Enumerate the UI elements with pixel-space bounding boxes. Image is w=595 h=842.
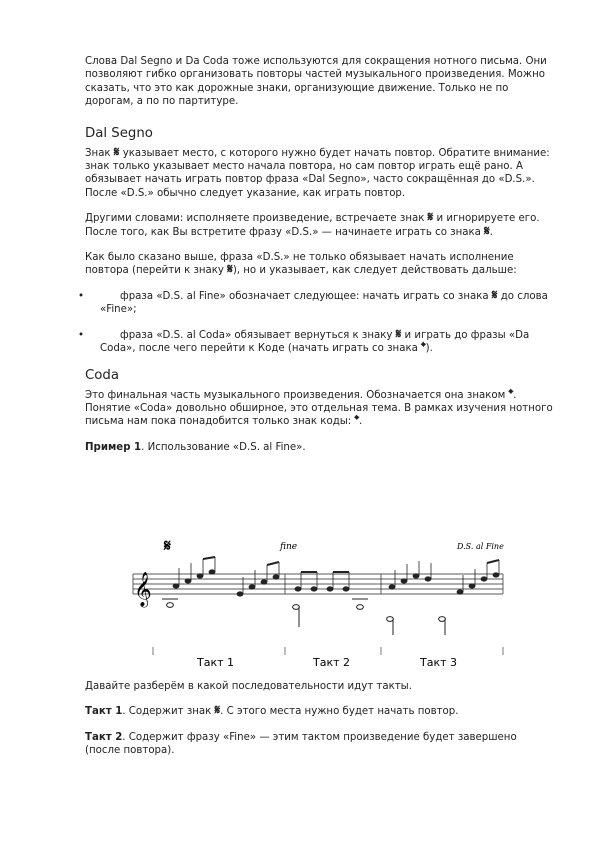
coda-paragraph: Это финальная часть музыкального произведения. Обозначается она знаком 𝄌. Понятие «Coda» довольно обширное, это отдельная тема. В рамках изучения нотного письма нам пока понадобится только знак коды: 𝄌.	[85, 386, 553, 429]
ds-al-fine-marking: D.S. al Fine	[457, 542, 504, 551]
measure-markers	[153, 647, 503, 655]
ds-options-list	[78, 287, 555, 356]
measure-2-label: Такт 2	[313, 656, 351, 669]
measure-1-description: Такт 1. Содержит знак 𝄋. С этого места нужно будет начать повтор.	[85, 703, 459, 719]
coda-icon: 𝄌	[508, 386, 514, 402]
bullet: •	[78, 290, 85, 302]
intro-paragraph: Слова Dal Segno и Da Coda тоже используются для сокращения нотного письма. Они позволяют гибко организовать повторы частей музыкального произведения. Можно сказать, что это как дорожные знаки, организующие движение. Только не по дорогам, а по по партитуре.	[85, 56, 547, 108]
segno-icon: 𝄋	[484, 223, 490, 239]
dal-segno-heading: Dal Segno	[85, 125, 153, 141]
document-body-continued	[85, 680, 555, 758]
segno-icon: 𝄋	[164, 536, 171, 555]
segno-paragraph-1: Знак 𝄋 указывает место, с которого нужно будет начать повтор. Обратите внимание: знак только указывает место начала повтора, но сам повтор играть ещё рано. А обязывает начать играть повтор фраза «Dal Segno», часто сокращённая до «D.S.». После «D.S.» обычно следует указание, как играть повтор.	[85, 144, 550, 199]
segno-icon: 𝄋	[427, 210, 434, 226]
music-score-example	[130, 535, 510, 670]
list-item: • фраза «D.S. al Coda» обязывает вернуться к знаку 𝄋 и играть до фразы «Da Coda», после чего перейти к Коде (начать играть со знака 𝄌).	[78, 326, 530, 356]
coda-icon: 𝄌	[354, 413, 359, 429]
segno-icon: 𝄋	[227, 262, 233, 278]
coda-heading: Coda	[85, 367, 120, 383]
fine-marking: fine	[280, 542, 298, 552]
document-body	[78, 55, 555, 454]
measures-intro: Давайте разберём в какой последовательности идут такты.	[85, 681, 412, 692]
segno-icon: 𝄋	[491, 287, 498, 303]
segno-icon: 𝄋	[113, 144, 120, 160]
segno-icon: 𝄋	[395, 326, 402, 342]
list-item: • фраза «D.S. al Fine» обозначает следующее: начать играть со знака 𝄋 до слова «Fine»;	[78, 287, 548, 316]
measure-3-label: Такт 3	[420, 656, 458, 669]
bullet: •	[78, 329, 85, 341]
staff	[133, 574, 503, 594]
segno-paragraph-3: Как было сказано выше, фраза «D.S.» не только обязывает начать исполнение повтора (перейти к знаку 𝄋), но и указывает, как следует действовать дальше:	[85, 252, 517, 278]
half-notes	[162, 599, 445, 635]
measure-1-label: Такт 1	[197, 656, 235, 669]
measure-2-description: Такт 2. Содержит фразу «Fine» — этим тактом произведение будет завершено (после повтора).	[85, 731, 517, 757]
treble-clef-icon: 𝄞	[134, 572, 152, 607]
notes	[173, 557, 499, 596]
example-caption: Пример 1. Использование «D.S. al Fine».	[85, 441, 306, 453]
segno-paragraph-2: Другими словами: исполняете произведение, встречаете знак 𝄋 и игнорируете его. После того, как Вы встретите фразу «D.S.» — начинаете играть со знака 𝄋.	[85, 210, 540, 239]
segno-icon: 𝄋	[214, 703, 221, 719]
coda-icon: 𝄌	[421, 340, 426, 356]
